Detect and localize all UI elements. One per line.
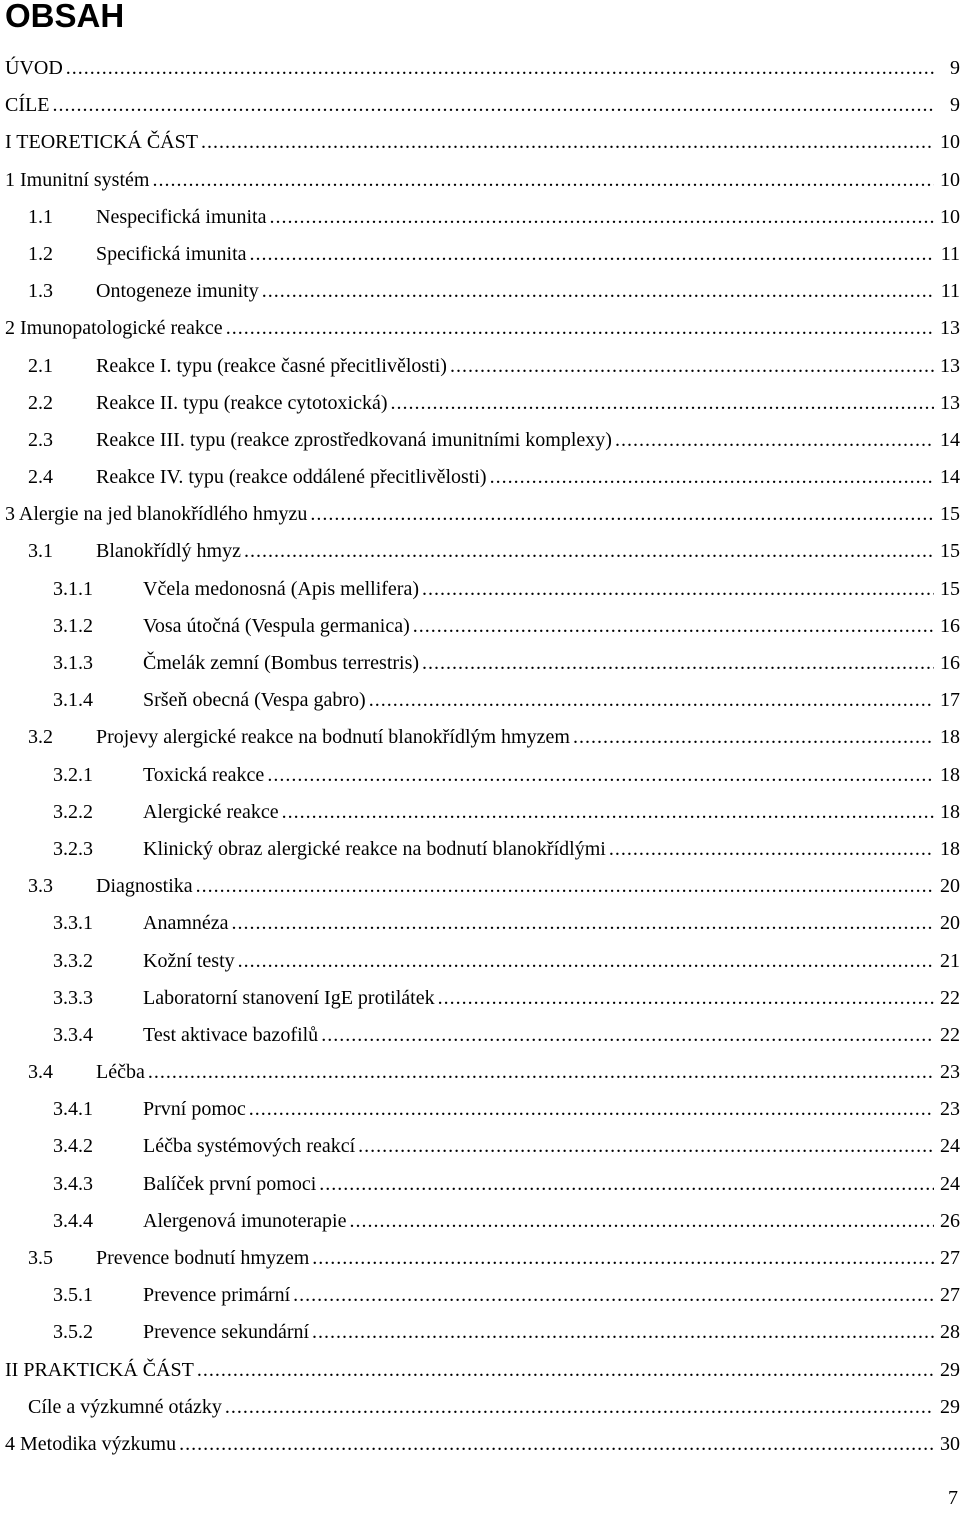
toc-entry-title: Projevy alergické reakce na bodnutí blanokřídlým hmyzem	[96, 726, 570, 749]
toc-entry-page: 10	[940, 131, 960, 154]
toc-entry-page: 27	[940, 1284, 960, 1307]
toc-entry[interactable]	[0, 124, 960, 161]
toc-entry-line	[5, 162, 960, 199]
toc-entry[interactable]	[0, 980, 960, 1017]
toc-entry-line	[5, 124, 960, 161]
toc-entry-page: 23	[940, 1061, 960, 1084]
toc-entry-title: ÚVOD	[5, 57, 63, 79]
toc-entry-line	[28, 422, 960, 459]
toc-entry[interactable]	[0, 1352, 960, 1389]
dot-leader	[438, 980, 934, 1016]
toc-entry-number: 3.3	[28, 875, 53, 898]
toc-entry-title: Léčba systémových reakcí	[143, 1135, 356, 1158]
toc-entry-number: 3.4.4	[53, 1209, 93, 1232]
toc-entry[interactable]	[0, 1091, 960, 1128]
toc-entry-title: 3 Alergie na jed blanokřídlého hmyzu	[5, 503, 308, 526]
toc-entry-line	[28, 385, 960, 422]
toc-entry[interactable]	[0, 162, 960, 199]
toc-entry-page: 15	[940, 540, 960, 563]
dot-leader	[369, 682, 934, 718]
dot-leader	[293, 1277, 934, 1313]
toc-entry-title: Alergenová imunoterapie	[143, 1209, 347, 1232]
toc-entry-page: 23	[940, 1098, 960, 1121]
toc-entry-line	[53, 905, 960, 942]
toc-entry[interactable]	[0, 645, 960, 682]
toc-entry-title: Cíle a výzkumné otázky	[28, 1395, 222, 1418]
dot-leader	[615, 422, 934, 458]
dot-leader	[197, 1352, 934, 1388]
toc-entry-line	[53, 1203, 960, 1240]
toc-entry-line	[53, 1128, 960, 1165]
toc-entry-page: 14	[940, 466, 960, 489]
toc-entry[interactable]	[0, 1314, 960, 1351]
toc-entry-title: Nespecifická imunita	[96, 205, 267, 228]
toc-entry-title: Specifická imunita	[96, 242, 247, 265]
toc-entry[interactable]	[0, 1128, 960, 1165]
toc-entry-number: 3.1	[28, 540, 53, 563]
toc-entry-page: 10	[940, 205, 960, 228]
toc-entry-line	[28, 236, 960, 273]
dot-leader	[422, 571, 934, 607]
toc-entry-title: Kožní testy	[143, 949, 235, 972]
dot-leader	[422, 645, 934, 681]
toc-entry[interactable]	[0, 1054, 960, 1091]
dot-leader	[312, 1240, 934, 1276]
toc-entry-number: 3.5.1	[53, 1284, 93, 1307]
toc-entry[interactable]	[0, 719, 960, 756]
toc-entry[interactable]	[0, 348, 960, 385]
dot-leader	[148, 1054, 934, 1090]
toc-entry-number: 3.2.1	[53, 763, 93, 786]
toc-entry-title: II PRAKTICKÁ ČÁST	[5, 1358, 194, 1381]
dot-leader	[225, 1389, 934, 1425]
toc-entry-title: Reakce III. typu (reakce zprostředkovaná imunitními komplexy)	[96, 428, 612, 451]
toc-entry-line	[53, 980, 960, 1017]
toc-entry[interactable]	[0, 385, 960, 422]
toc-entry-line	[53, 1017, 960, 1054]
toc-entry-line	[5, 1352, 960, 1389]
toc-entry-page: 13	[940, 317, 960, 340]
toc-entry-page: 9	[950, 94, 960, 117]
toc-entry[interactable]	[0, 608, 960, 645]
toc-entry-page: 11	[940, 242, 960, 265]
toc-entry-line	[28, 273, 960, 310]
toc-entry[interactable]	[0, 199, 960, 236]
toc-entry-number: 3.4.3	[53, 1172, 93, 1195]
dot-leader	[66, 50, 934, 86]
toc-entry-line	[28, 1054, 960, 1091]
toc-entry-number: 2.1	[28, 354, 53, 377]
dot-leader	[391, 385, 934, 421]
dot-leader	[312, 1314, 934, 1350]
toc-entry-page: 22	[940, 986, 960, 1009]
toc-entry-line	[53, 943, 960, 980]
toc-entry[interactable]	[0, 459, 960, 496]
toc-entry-title: Alergické reakce	[143, 800, 279, 823]
dot-leader	[201, 124, 934, 160]
dot-leader	[196, 868, 934, 904]
toc-entry-page: 17	[940, 689, 960, 712]
toc-entry[interactable]	[0, 273, 960, 310]
toc-entry-line	[28, 199, 960, 236]
toc-entry-title: Prevence primární	[143, 1284, 291, 1307]
toc-entry-line	[53, 1277, 960, 1314]
toc-entry-page: 18	[940, 726, 960, 749]
toc-entry-title: 1 Imunitní systém	[5, 168, 150, 191]
toc-entry-number: 3.5	[28, 1247, 53, 1269]
toc-entry[interactable]	[0, 905, 960, 942]
toc-entry-title: Balíček první pomoci	[143, 1172, 317, 1195]
dot-leader	[319, 1166, 934, 1202]
toc-entry-line	[53, 645, 960, 682]
dot-leader	[349, 1203, 934, 1239]
toc-entry[interactable]	[0, 1166, 960, 1203]
toc-entry-line	[28, 1240, 960, 1277]
dot-leader	[358, 1128, 934, 1164]
toc-entry-number: 3.5.2	[53, 1321, 93, 1344]
toc-entry[interactable]	[0, 422, 960, 459]
toc-entry[interactable]	[0, 1203, 960, 1240]
toc-entry[interactable]	[0, 496, 960, 533]
toc-entry-page: 26	[940, 1209, 960, 1232]
toc-entry-number: 3.2	[28, 726, 53, 749]
toc-entry[interactable]	[0, 831, 960, 868]
toc-entry-page: 29	[940, 1358, 960, 1381]
toc-entry[interactable]	[0, 943, 960, 980]
toc-entry-number: 3.1.1	[53, 577, 93, 600]
toc-entry[interactable]	[0, 236, 960, 273]
toc-entry-line	[28, 348, 960, 385]
toc-entry-page: 18	[940, 837, 960, 860]
toc-entry-number: 3.2.3	[53, 837, 93, 860]
toc-entry-page: 18	[940, 800, 960, 823]
toc-entry-number: 3.1.2	[53, 614, 93, 637]
dot-leader	[250, 236, 934, 272]
dot-leader	[244, 533, 934, 569]
toc-entry-title: Toxická reakce	[143, 763, 265, 786]
toc-entry-number: 3.3.4	[53, 1023, 93, 1046]
toc-entry-number: 3.1.3	[53, 652, 93, 674]
toc-entry[interactable]	[0, 571, 960, 608]
toc-entry-line	[53, 831, 960, 868]
toc-entry-page: 16	[940, 652, 960, 674]
toc-entry[interactable]	[0, 310, 960, 347]
toc-entry-title: Ontogeneze imunity	[96, 280, 259, 303]
toc-entry[interactable]	[0, 868, 960, 905]
toc-entry-title: Prevence bodnutí hmyzem	[96, 1247, 310, 1269]
toc-entry[interactable]	[0, 533, 960, 570]
toc-entry-line	[53, 1091, 960, 1128]
toc-entry-page: 14	[940, 428, 960, 451]
toc-entry-number: 3.1.4	[53, 689, 93, 712]
toc-entry[interactable]	[0, 1277, 960, 1314]
dot-leader	[232, 905, 934, 941]
dot-leader	[282, 794, 934, 830]
toc-entry-page: 20	[940, 875, 960, 898]
toc-entry-number: 1.2	[28, 242, 53, 265]
toc-entry-title: Reakce II. typu (reakce cytotoxická)	[96, 391, 388, 414]
toc-entry[interactable]	[0, 794, 960, 831]
toc-entry[interactable]	[0, 757, 960, 794]
toc-entry-line	[53, 1314, 960, 1351]
toc-entry-page: 24	[940, 1172, 960, 1195]
toc-entry-page: 21	[940, 949, 960, 972]
dot-leader	[226, 310, 934, 346]
toc-entry-page: 13	[940, 354, 960, 377]
toc-entry-title: Sršeň obecná (Vespa gabro)	[143, 689, 366, 712]
toc-entry-title: Test aktivace bazofilů	[143, 1023, 319, 1046]
toc-entry[interactable]	[0, 1017, 960, 1054]
toc-heading: OBSAH	[5, 0, 125, 34]
toc-entry-title: Reakce IV. typu (reakce oddálené přecitlivělosti)	[96, 466, 487, 489]
toc-entry-line	[5, 496, 960, 533]
toc-entry-number: 3.3.3	[53, 986, 93, 1009]
dot-leader	[413, 608, 934, 644]
toc-entry-line	[28, 719, 960, 756]
dot-leader	[179, 1426, 934, 1462]
dot-leader	[609, 831, 934, 867]
toc-entry-title: 2 Imunopatologické reakce	[5, 317, 223, 340]
dot-leader	[450, 348, 934, 384]
toc-entry[interactable]	[0, 1389, 960, 1426]
toc-entry[interactable]	[0, 1426, 960, 1463]
dot-leader	[152, 162, 934, 198]
toc-entry-line	[5, 310, 960, 347]
dot-leader	[270, 199, 935, 235]
toc-entry-title: Blanokřídlý hmyz	[96, 540, 241, 563]
dot-leader	[573, 719, 934, 755]
toc-entry-line	[5, 50, 960, 87]
toc-entry-line	[5, 87, 960, 124]
dot-leader	[490, 459, 934, 495]
toc-entry-page: 22	[940, 1023, 960, 1046]
toc-entry-page: 15	[940, 503, 960, 526]
toc-entry-page: 16	[940, 614, 960, 637]
toc-entry-line	[53, 608, 960, 645]
toc-entry-page: 15	[940, 577, 960, 600]
toc-entry-line	[53, 794, 960, 831]
dot-leader	[52, 87, 934, 123]
toc-entry-number: 3.3.1	[53, 912, 93, 935]
dot-leader	[249, 1091, 934, 1127]
toc-entry-number: 1.3	[28, 280, 53, 303]
dot-leader	[310, 496, 934, 532]
toc-entry[interactable]	[0, 1240, 960, 1277]
dot-leader	[321, 1017, 934, 1053]
dot-leader	[262, 273, 934, 309]
toc-entry-line	[53, 1166, 960, 1203]
toc-entry-number: 2.4	[28, 466, 53, 489]
toc-entry-page: 27	[940, 1247, 960, 1269]
dot-leader	[267, 757, 934, 793]
toc-entry-line	[53, 757, 960, 794]
toc-entry-line	[28, 868, 960, 905]
toc-entry-number: 1.1	[28, 205, 53, 228]
toc-entry-number: 3.2.2	[53, 800, 93, 823]
page-number: 7	[948, 1487, 958, 1509]
toc-entry-number: 3.4	[28, 1061, 53, 1084]
toc-entry-title: Reakce I. typu (reakce časné přecitlivělosti)	[96, 354, 447, 377]
toc-entry-page: 9	[950, 57, 960, 79]
toc-entry-number: 3.3.2	[53, 949, 93, 972]
toc-entry-line	[5, 1426, 960, 1463]
toc-entry-title: I TEORETICKÁ ČÁST	[5, 131, 198, 154]
toc-entry-page: 30	[940, 1432, 960, 1455]
toc-entry-line	[28, 533, 960, 570]
dot-leader	[238, 943, 934, 979]
toc-entry[interactable]	[0, 50, 960, 87]
toc-entry-title: Klinický obraz alergické reakce na bodnutí blanokřídlými	[143, 837, 606, 860]
toc-entry-title: Anamnéza	[143, 912, 229, 935]
toc-entry-title: 4 Metodika výzkumu	[5, 1432, 177, 1455]
toc-entry-page: 29	[940, 1395, 960, 1418]
toc-entry-number: 2.3	[28, 428, 53, 451]
toc-entry-page: 10	[940, 168, 960, 191]
toc-entry[interactable]	[0, 682, 960, 719]
toc-entry-page: 18	[940, 763, 960, 786]
toc-entry-title: Laboratorní stanovení IgE protilátek	[143, 986, 435, 1009]
toc-entry-title: Prevence sekundární	[143, 1321, 310, 1344]
toc-entry[interactable]	[0, 87, 960, 124]
toc-entry-title: Vosa útočná (Vespula germanica)	[143, 614, 410, 637]
toc-entry-line	[53, 571, 960, 608]
toc-entry-title: Diagnostika	[96, 875, 193, 898]
toc-entry-page: 28	[940, 1321, 960, 1344]
toc-entry-title: První pomoc	[143, 1098, 246, 1121]
toc-entry-line	[53, 682, 960, 719]
toc-entry-title: CÍLE	[5, 94, 50, 117]
table-of-contents	[0, 50, 960, 1463]
toc-entry-page: 13	[940, 391, 960, 414]
toc-entry-page: 20	[940, 912, 960, 935]
toc-entry-title: Čmelák zemní (Bombus terrestris)	[143, 652, 420, 674]
toc-entry-page: 11	[940, 280, 960, 303]
toc-entry-number: 2.2	[28, 391, 53, 414]
toc-entry-title: Včela medonosná (Apis mellifera)	[143, 577, 420, 600]
toc-entry-page: 24	[940, 1135, 960, 1158]
toc-entry-line	[28, 459, 960, 496]
toc-entry-line	[28, 1389, 960, 1426]
toc-entry-number: 3.4.1	[53, 1098, 93, 1121]
toc-entry-number: 3.4.2	[53, 1135, 93, 1158]
toc-entry-title: Léčba	[96, 1061, 145, 1084]
